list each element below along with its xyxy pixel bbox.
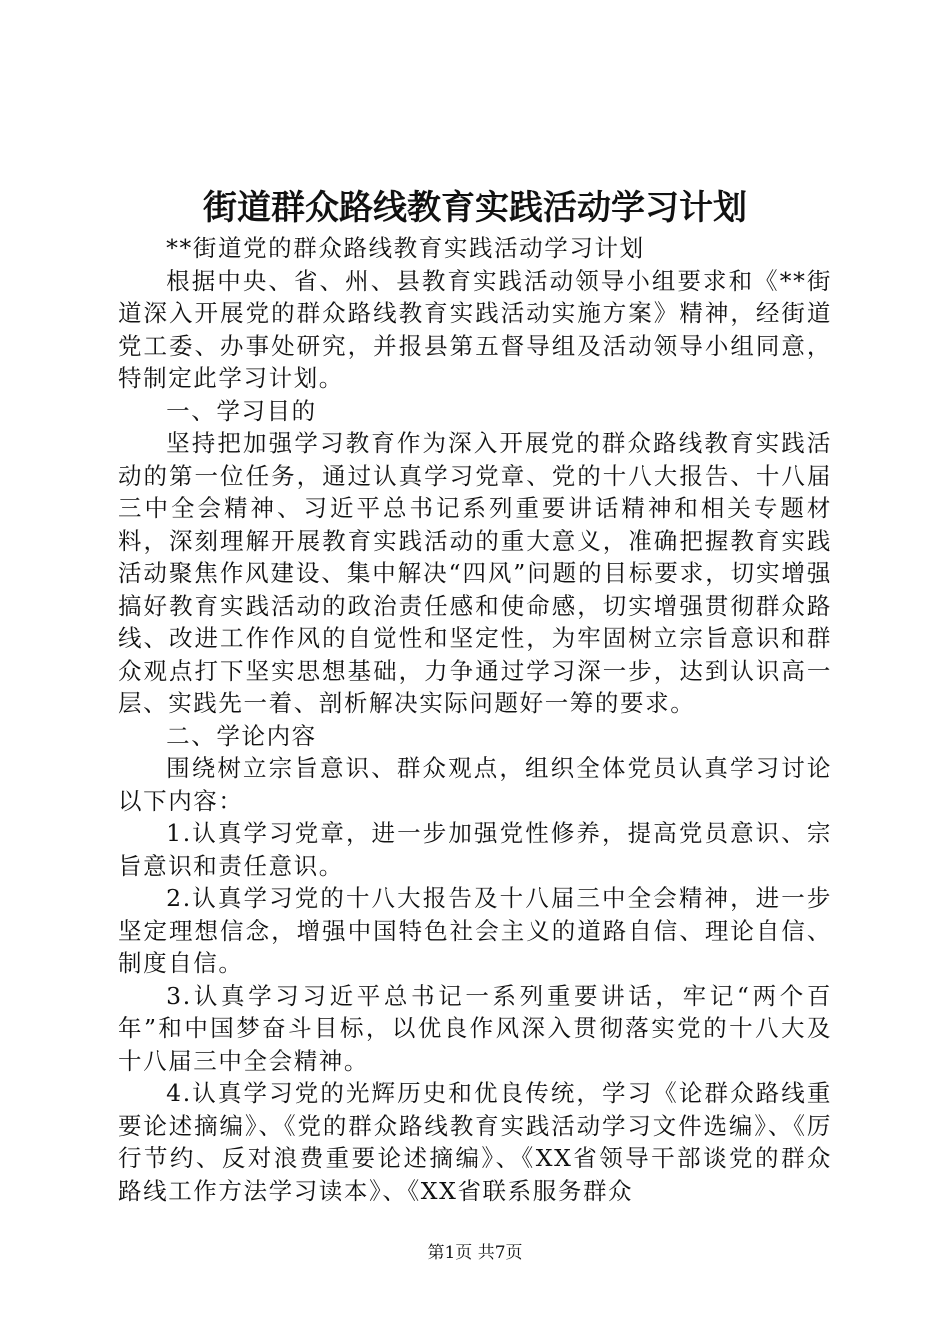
list-item-2: 2.认真学习党的十八大报告及十八届三中全会精神，进一步坚定理想信念，增强中国特色社会主义的道路自信、理论自信、制度自信。 [118, 884, 832, 977]
list-item-1: 1.认真学习党章，进一步加强党性修养，提高党员意识、宗旨意识和责任意识。 [118, 819, 832, 880]
page-footer: 第1页 共7页 [427, 1243, 523, 1263]
paragraph-subtitle: **街道党的群众路线教育实践活动学习计划 [166, 234, 645, 262]
section-heading-content: 二、学论内容 [166, 721, 317, 750]
paragraph-content-intro: 围绕树立宗旨意识、群众观点，组织全体党员认真学习讨论以下内容： [118, 754, 832, 815]
paragraph-purpose: 坚持把加强学习教育作为深入开展党的群众路线教育实践活动的第一位任务，通过认真学习党章、党的十八大报告、十八届三中全会精神、习近平总书记系列重要讲话精神和相关专题材料，深刻理解开展教育实践活动的重大意义，准确把握教育实践活动聚焦作风建设、集中解决“四风”问题的目标要求，切实增强搞好教育实践活动的政治责任感和使命感，切实增强贯彻群众路线、改进工作作风的自觉性和坚定性，为牢固树立宗旨意识和群众观点打下坚实思想基础，力争通过学习深一步，达到认识高一层、实践先一着、剖析解决实际问题好一筹的要求。 [118, 429, 832, 717]
paragraph-intro: 根据中央、省、州、县教育实践活动领导小组要求和《**街道深入开展党的群众路线教育实践活动实施方案》精神，经街道党工委、办事处研究，并报县第五督导组及活动领导小组同意，特制定此学习计划。 [118, 266, 832, 392]
list-item-4: 4.认真学习党的光辉历史和优良传统，学习《论群众路线重要论述摘编》、《党的群众路线教育实践活动学习文件选编》、《厉行节约、反对浪费重要论述摘编》、《XX省领导干部谈党的群众路线工作方法学习读本》、《XX省联系服务群众 [118, 1079, 832, 1205]
section-heading-purpose: 一、学习目的 [166, 396, 317, 425]
document-title: 街道群众路线教育实践活动学习计划 [203, 188, 747, 228]
document-body [118, 232, 832, 1207]
list-item-3: 3.认真学习习近平总书记一系列重要讲话，牢记“两个百年”和中国梦奋斗目标，以优良作风深入贯彻落实党的十八大及十八届三中全会精神。 [118, 981, 832, 1075]
